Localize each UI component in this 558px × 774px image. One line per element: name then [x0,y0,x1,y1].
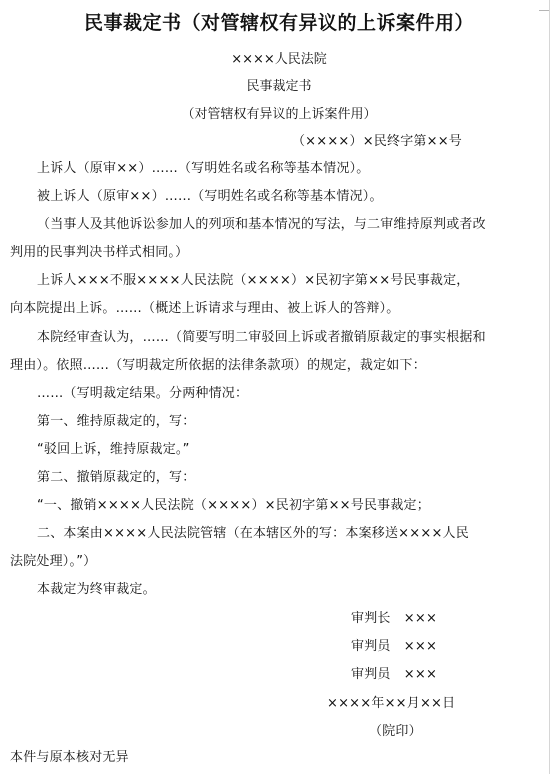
paragraph-option-2-text-2: 二、本案由××××人民法院管辖（在本辖区外的写：本案移送××××人民 [37,526,469,541]
paragraph-note-line-1: （当事人及其他诉讼参加人的列项和基本情况的写法，与二审维持原判或者改 [37,217,486,232]
paragraph-final: 本裁定为终审裁定。 [37,582,156,597]
paragraph-appellee: 被上诉人（原审××）……（写明姓名或名称等基本情况）。 [37,189,383,204]
paragraph-review-line-1: 本院经审查认为，……（简要写明二审驳回上诉或者撤销原裁定的事实根据和 [37,330,486,345]
paragraph-note-line-2: 判用的民事判决书样式相同。） [10,245,189,260]
paragraph-appeal-line-1: 上诉人×××不服××××人民法院（××××）×民初字第××号民事裁定， [37,273,470,288]
paragraph-result: ……（写明裁定结果。分两种情况： [37,386,249,401]
judgment-date: ××××年××月××日 [327,696,456,711]
case-number: （××××）×民终字第××号 [291,134,462,149]
paragraph-option-2-text-3: 法院处理）。”） [10,554,97,569]
paragraph-option-2: 第二、撤销原裁定的，写： [37,470,196,485]
paragraph-review-line-2: 理由）。依照……（写明裁定所依据的法律条款项）的规定，裁定如下： [10,358,426,373]
presiding-judge: 审判长 ××× [351,611,438,626]
document-type: 民事裁定书 [246,79,312,94]
court-name: ××××人民法院 [231,52,327,67]
footer-note: 本件与原本核对无异 [10,750,129,765]
paragraph-option-1: 第一、维持原裁定的，写： [37,414,196,429]
paragraph-option-1-text: “驳回上诉，维持原裁定。” [37,442,190,457]
judge-2: 审判员 ××× [351,667,438,682]
judge-1: 审判员 ××× [351,639,438,654]
document-subtype: （对管辖权有异议的上诉案件用） [181,107,377,122]
paragraph-appellant: 上诉人（原审××）……（写明姓名或名称等基本情况）。 [37,161,370,176]
paragraph-option-2-text-1: “一、撤销××××人民法院（××××）×民初字第××号民事裁定； [37,498,430,513]
paragraph-appeal-line-2: 向本院提出上诉。……（概述上诉请求与理由、被上诉人的答辩）。 [10,301,400,316]
document-title: 民事裁定书（对管辖权有异议的上诉案件用） [83,12,474,34]
court-seal: （院印） [369,724,422,739]
